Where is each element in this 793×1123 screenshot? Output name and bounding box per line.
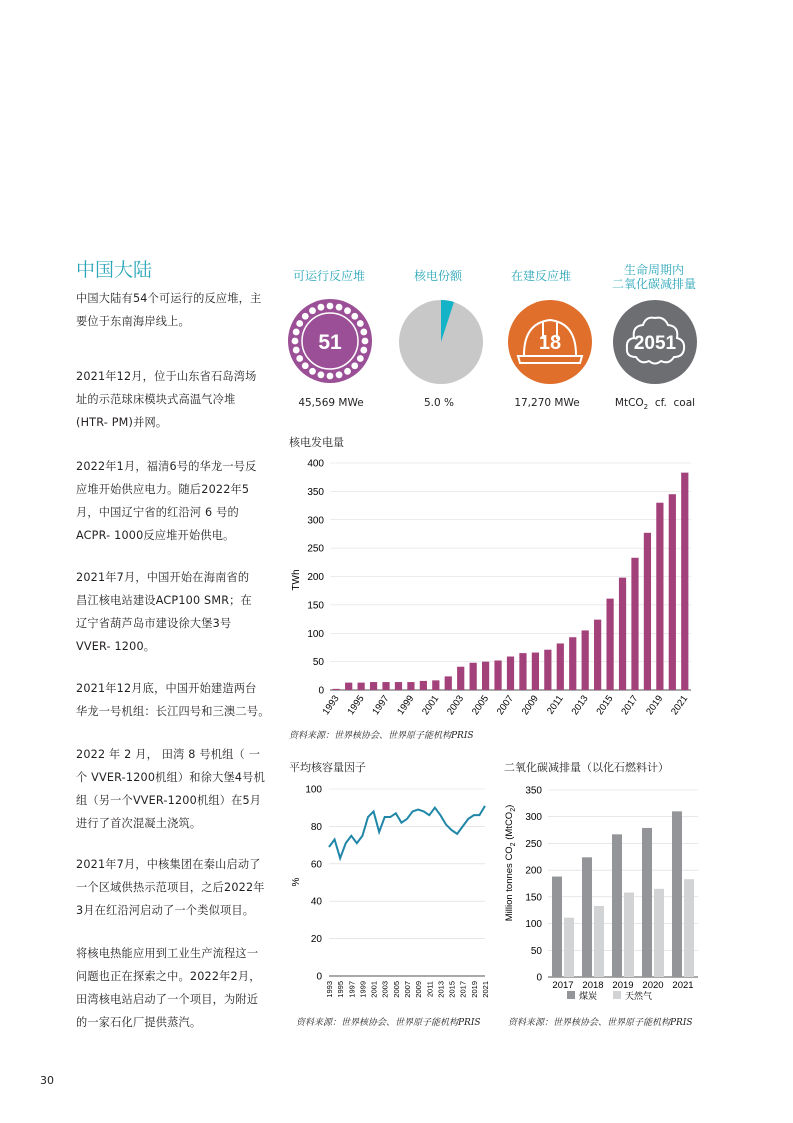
x-tick-label: 1993: [325, 981, 334, 998]
kpi-label-share: 核电份额: [413, 269, 462, 283]
ring-dot: [302, 362, 309, 369]
kpi-value-share: 5.0 %: [423, 397, 454, 409]
bar: [358, 683, 365, 690]
x-tick-label: 2009: [414, 981, 424, 998]
ring-dot: [344, 307, 351, 314]
kpi-value-co2: MtCO$_2$ cf. coal: [614, 397, 696, 412]
x-tick-label: 2015: [447, 981, 457, 998]
ring-dot: [357, 320, 364, 327]
bar: [582, 857, 592, 977]
bar: [582, 630, 589, 690]
ring-dot: [318, 304, 325, 311]
y-tick-label: 200: [525, 865, 542, 877]
co2-chart-source: 资料来源：世界核协会、世界原子能机构PRIS: [508, 1018, 693, 1028]
legend-label-coal: 煤炭: [579, 991, 598, 1001]
kpi-label-construction: 在建反应堆: [510, 269, 571, 283]
y-tick-label: 50: [312, 657, 324, 669]
ring-dot: [336, 371, 343, 378]
x-tick-label: 2009: [519, 693, 541, 718]
co2-chart-ylabel: Million tonnes $CO_2$ (MtCO$_2$): [504, 804, 517, 922]
capacity-chart-title: 平均核容量因子: [289, 761, 366, 774]
x-tick-label: 1995: [345, 693, 367, 718]
bar: [407, 682, 414, 690]
ring-dot: [309, 307, 316, 314]
paragraph-4: 2021年7月，中国开始在海南省的 昌江核电站建设ACP100 SMR；在 辽宁省葫芦岛市建设徐大堡3号 VVER- 1200。: [76, 571, 252, 653]
bar: [532, 653, 539, 690]
bar: [382, 682, 389, 690]
y-tick-label: 0: [536, 972, 542, 984]
kpi-label-operable: 可运行反应堆: [292, 269, 365, 283]
y-tick-label: 100: [525, 919, 542, 931]
x-tick-label: 2021: [481, 981, 490, 998]
y-tick-label: 20: [310, 934, 322, 946]
y-tick-label: 400: [307, 458, 324, 470]
x-tick-label: 2005: [391, 981, 401, 998]
x-tick-label: 1999: [358, 981, 368, 998]
y-tick-label: 50: [530, 945, 542, 957]
x-tick-label: 2017: [552, 980, 574, 991]
ring-dot: [318, 371, 325, 378]
x-tick-label: 2017: [619, 693, 641, 718]
bar: [494, 660, 501, 690]
x-tick-label: 2020: [642, 980, 664, 991]
y-tick-label: 250: [525, 838, 542, 850]
x-tick-label: 2013: [436, 981, 446, 998]
bar: [395, 682, 402, 690]
bar: [606, 599, 613, 690]
bar: [624, 893, 634, 977]
x-tick-label: 1999: [395, 693, 417, 718]
x-tick-label: 2003: [445, 693, 467, 718]
x-tick-label: 2019: [469, 981, 479, 998]
ring-dot: [292, 338, 299, 345]
y-tick-label: 350: [525, 785, 542, 797]
ring-dot: [360, 347, 367, 354]
section-title: 中国大陆: [76, 259, 153, 281]
ring-dot: [296, 355, 303, 362]
y-tick-label: 60: [310, 859, 322, 871]
co2-chart: [500, 780, 710, 1008]
ring-dot: [293, 329, 300, 336]
ring-dot: [360, 329, 367, 336]
x-tick-label: 1997: [347, 981, 357, 998]
ring-dot: [336, 304, 343, 311]
y-tick-label: 100: [307, 628, 324, 640]
reactor-ring-icon: [287, 298, 373, 384]
bar: [445, 676, 452, 690]
legend-swatch-coal: [567, 991, 575, 999]
bar: [594, 906, 604, 977]
x-tick-label: 2019: [612, 980, 634, 991]
bar: [345, 683, 352, 690]
ring-dot: [296, 320, 303, 327]
bar: [420, 681, 427, 690]
ring-dot: [327, 303, 334, 310]
x-tick-label: 2011: [425, 981, 435, 998]
y-tick-label: 300: [307, 515, 324, 527]
y-tick-label: 0: [318, 685, 324, 697]
y-tick-label: 80: [310, 821, 322, 833]
bar: [669, 494, 676, 690]
paragraph-8: 将核电热能应用到工业生产流程这一 问题也正在探索之中。2022年2月， 田湾核电站启动了一个项目，为附近 的一家石化厂提供蒸汽。: [76, 947, 261, 1029]
y-tick-label: 150: [525, 892, 542, 904]
capacity-chart: [285, 778, 500, 1014]
ring-dot: [293, 347, 300, 354]
x-tick-label: 1993: [320, 693, 342, 718]
bar: [544, 650, 551, 690]
x-tick-label: 2019: [644, 693, 666, 718]
bar: [569, 637, 576, 690]
bar: [619, 578, 626, 690]
bar: [432, 680, 439, 690]
bar: [612, 834, 622, 977]
kpi-value-operable: 45,569 MWe: [298, 397, 364, 409]
bar: [684, 879, 694, 977]
bar: [631, 558, 638, 690]
kpi-value-construction: 17,270 MWe: [514, 397, 580, 409]
bar: [552, 877, 562, 977]
x-tick-label: 2007: [494, 693, 516, 718]
legend-label-gas: 天然气: [625, 991, 653, 1001]
x-tick-label: 2011: [545, 693, 566, 717]
paragraph-3: 2022年1月，福清6号的华龙一号反 应堆开始供应电力。随后2022年5 月，中国辽宁省的红沿河 6 号的 ACPR- 1000反应堆开始供电。: [76, 460, 257, 542]
bar: [507, 657, 514, 690]
ring-dot: [344, 368, 351, 375]
ring-dot: [362, 338, 369, 345]
paragraph-5: 2021年12月底，中国开始建造两台 华龙一号机组：长江四号和三澳二号。: [76, 682, 270, 718]
kpi-icon-value-construction: 18: [538, 332, 562, 354]
ring-dot: [351, 313, 358, 320]
generation-chart-source: 资料来源：世界核协会、世界原子能机构PRIS: [289, 731, 474, 741]
paragraph-2: 2021年12月，位于山东省石岛湾场 址的示范球床模块式高温气冷堆 (HTR- PM)并网。: [76, 370, 257, 429]
co2-chart-title: 二氧化碳减排量（以化石燃料计）: [504, 761, 669, 774]
kpi-label-co2: 生命周期内 二氧化碳减排量: [611, 263, 696, 291]
y-tick-label: 150: [307, 600, 324, 612]
kpi-icon-value-co2: 2051: [633, 333, 677, 354]
x-tick-label: 2007: [403, 981, 412, 998]
hard-hat-icon: [507, 299, 593, 385]
bar: [557, 643, 564, 690]
paragraph-6: 2022 年 2 月， 田湾 8 号机组（ 一 个 VVER-1200机组）和徐大堡4号机 组（另一个VVER-1200机组）在5月 进行了首次混凝土浇筑。: [76, 748, 265, 830]
bar: [470, 663, 477, 690]
ring-dot: [357, 355, 364, 362]
bar: [594, 620, 601, 690]
bar: [656, 503, 663, 690]
bar: [644, 533, 651, 690]
x-tick-label: 2001: [420, 693, 442, 718]
x-tick-label: 2021: [672, 980, 694, 991]
y-tick-label: 0: [316, 971, 322, 983]
x-tick-label: 2013: [569, 693, 591, 718]
y-tick-label: 100: [305, 784, 322, 796]
bar: [519, 653, 526, 690]
x-tick-label: 2003: [380, 981, 390, 998]
ring-dot: [351, 362, 358, 369]
generation-chart-title: 核电发电量: [289, 436, 344, 449]
x-tick-label: 2015: [594, 693, 616, 718]
bar: [333, 689, 340, 690]
paragraph-1: 中国大陆有54个可运行的反应堆，主 要位于东南海岸线上。: [76, 292, 262, 328]
legend-swatch-gas: [613, 991, 621, 999]
bar: [457, 667, 464, 690]
x-tick-label: 1997: [370, 693, 392, 718]
ring-dot: [327, 373, 334, 380]
capacity-series-line: [329, 806, 485, 858]
y-tick-label: 40: [310, 896, 322, 908]
bar: [564, 918, 574, 977]
y-tick-label: 300: [525, 812, 542, 824]
bar: [681, 473, 688, 690]
kpi-icon-value-operable: 51: [318, 331, 342, 354]
x-tick-label: 2001: [369, 981, 379, 998]
x-tick-label: 1995: [336, 981, 346, 998]
y-tick-label: 250: [307, 543, 324, 555]
cloud-icon: [612, 299, 698, 385]
x-tick-label: 2005: [469, 693, 492, 718]
x-tick-label: 2018: [582, 980, 604, 991]
y-tick-label: 350: [307, 486, 324, 498]
y-tick-label: 200: [307, 572, 324, 583]
pie-share-icon: [398, 299, 484, 385]
capacity-chart-source: 资料来源：世界核协会、世界原子能机构PRIS: [296, 1018, 481, 1028]
bar: [654, 889, 664, 977]
x-tick-label: 2017: [458, 981, 468, 998]
capacity-chart-ylabel: %: [291, 877, 302, 887]
x-tick-label: 2021: [669, 693, 691, 718]
bar: [482, 662, 489, 690]
bar: [672, 811, 682, 977]
ring-dot: [302, 313, 309, 320]
generation-chart-ylabel: TWh: [291, 569, 302, 591]
bar: [370, 682, 377, 690]
bar: [642, 828, 652, 977]
ring-dot: [309, 368, 316, 375]
paragraph-7: 2021年7月，中核集团在秦山启动了 一个区域供热示范项目，之后2022年 3月在红沿河启动了一个类似项目。: [76, 858, 265, 917]
page-number: 30: [40, 1074, 54, 1087]
generation-chart: [285, 450, 705, 730]
